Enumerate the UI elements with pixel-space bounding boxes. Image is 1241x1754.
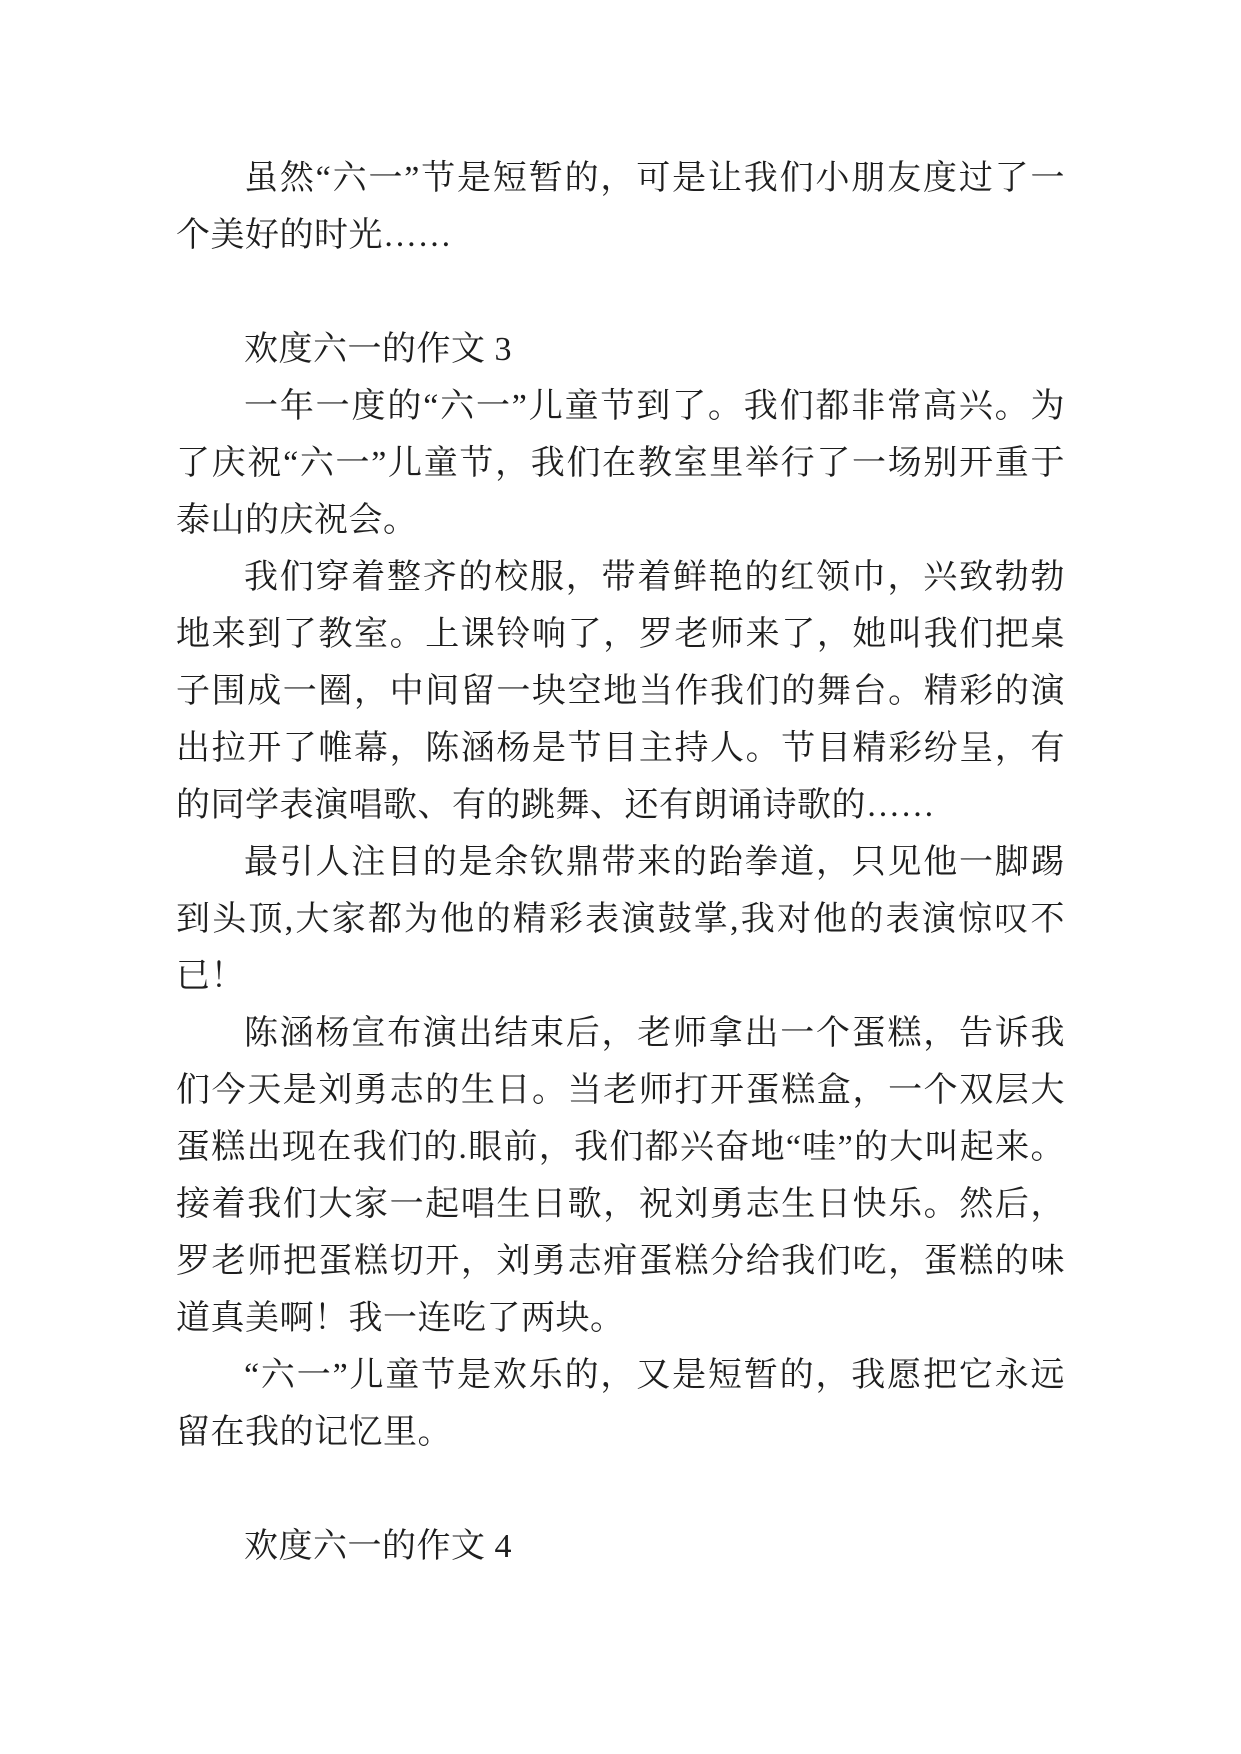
essay-paragraph: “六一”儿童节是欢乐的，又是短暂的，我愿把它永远留在我的记忆里。 [176,1357,1065,1451]
essay-paragraph: 陈涵杨宣布演出结束后，老师拿出一个蛋糕，告诉我们今天是刘勇志的生日。当老师打开蛋糕盒，一个双层大蛋糕出现在我们的.眼前，我们都兴奋地“哇”的大叫起来。接着我们大家一起唱生日歌，祝刘勇志生日快乐。然后，罗老师把蛋糕切开，刘勇志疳蛋糕分给我们吃，蛋糕的味道真美啊！我一连吃了两块。 [176,1015,1065,1337]
essay-paragraph: 最引人注目的是余钦鼎带来的跆拳道，只见他一脚踢到头顶,大家都为他的精彩表演鼓掌,我对他的表演惊叹不已！ [176,844,1065,995]
essay-paragraph: 一年一度的“六一”儿童节到了。我们都非常高兴。为了庆祝“六一”儿童节，我们在教室里举行了一场别开重于泰山的庆祝会。 [176,388,1065,539]
essay-heading: 欢度六一的作文 4 [244,1528,512,1565]
essay-paragraph: 虽然“六一”节是短暂的，可是让我们小朋友度过了一个美好的时光…… [176,160,1065,254]
essay-heading: 欢度六一的作文 3 [244,331,512,368]
essay-paragraph: 我们穿着整齐的校服，带着鲜艳的红领巾，兴致勃勃地来到了教室。上课铃响了，罗老师来了，她叫我们把桌子围成一圈，中间留一块空地当作我们的舞台。精彩的演出拉开了帷幕，陈涵杨是节目主持人。节目精彩纷呈，有的同学表演唱歌、有的跳舞、还有朗诵诗歌的…… [176,559,1065,824]
